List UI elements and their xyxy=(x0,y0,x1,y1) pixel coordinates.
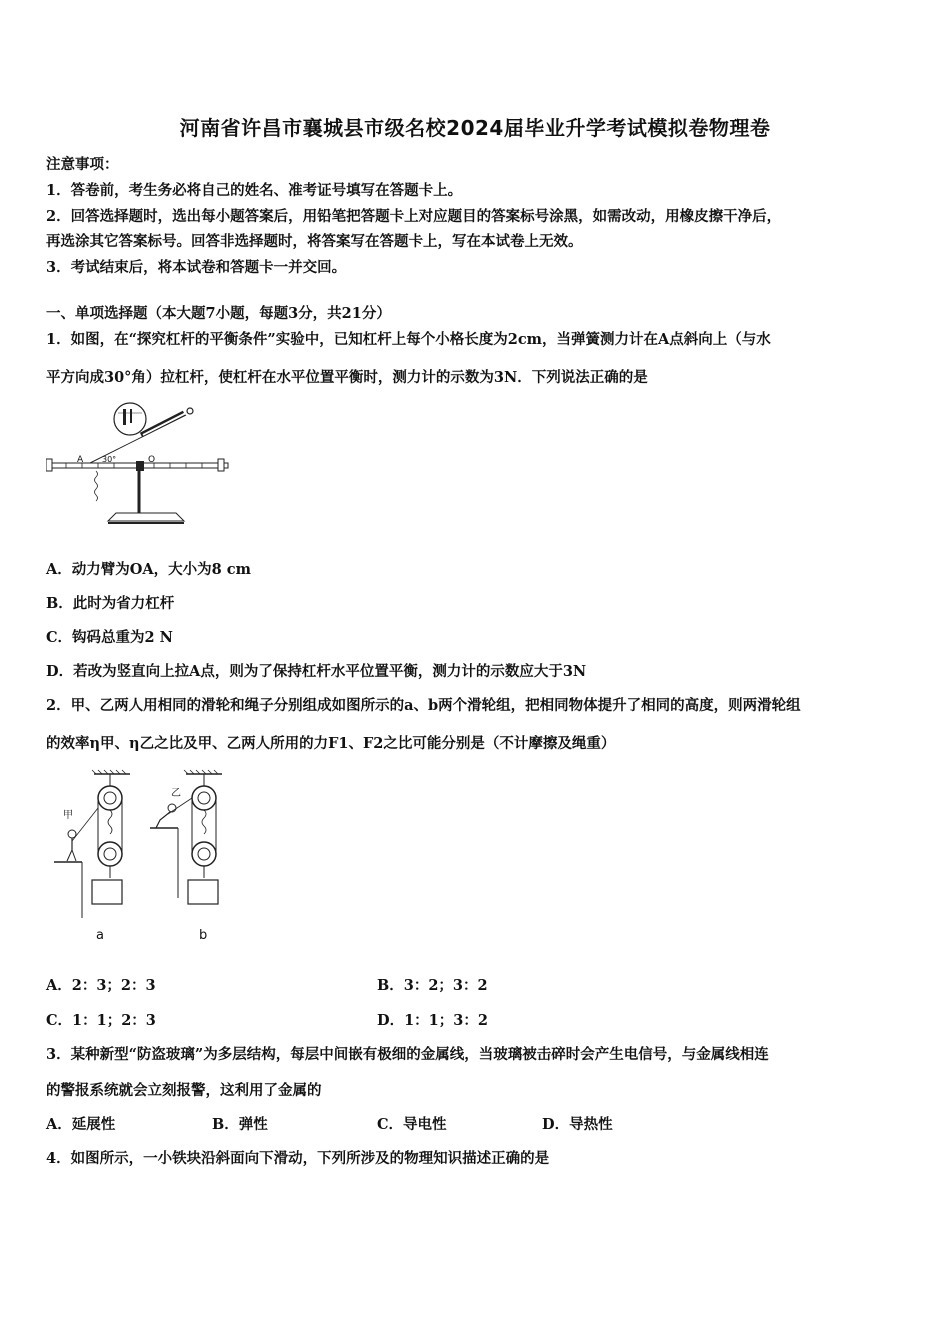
question-1-option-c: C．钩码总重为2 N xyxy=(46,629,173,646)
question-2-option-c: C．1：1；2：3 xyxy=(46,1012,156,1029)
notice-item: 1．答卷前，考生务必将自己的姓名、准考证号填写在答题卡上。 xyxy=(46,182,463,199)
pulley-caption-a: a xyxy=(96,928,104,943)
question-3-option-c: C．导电性 xyxy=(377,1116,447,1133)
question-3-text: 的警报系统就会立刻报警，这利用了金属的 xyxy=(46,1082,322,1099)
question-3-text: 3．某种新型“防盗玻璃”为多层结构，每层中间嵌有极细的金属线，当玻璃被击碎时会产生电信号，与金属线相连 xyxy=(46,1046,769,1063)
pulley-caption-b: b xyxy=(199,928,208,943)
notice-item: 2．回答选择题时，选出每小题答案后，用铅笔把答题卡上对应题目的答案标号涂黑，如需改动，用橡皮擦干净后， xyxy=(46,208,782,225)
question-1-text: 1．如图，在“探究杠杆的平衡条件”实验中，已知杠杆上每个小格长度为2cm，当弹簧测力计在A点斜向上（与水 xyxy=(46,331,771,348)
notice-item: 3．考试结束后，将本试卷和答题卡一并交回。 xyxy=(46,259,347,276)
question-2-text: 2．甲、乙两人用相同的滑轮和绳子分别组成如图所示的a、b两个滑轮组，把相同物体提升了相同的高度，则两滑轮组 xyxy=(46,697,801,714)
question-2-option-b: B．3：2；3：2 xyxy=(377,977,488,994)
question-3-option-b: B．弹性 xyxy=(212,1116,268,1133)
question-3-option-a: A．延展性 xyxy=(46,1116,116,1133)
notice-heading: 注意事项： xyxy=(46,156,119,173)
question-1-option-d: D．若改为竖直向上拉A点，则为了保持杠杆水平位置平衡，测力计的示数应大于3N xyxy=(46,663,587,680)
lever-figure xyxy=(46,395,236,535)
question-4-text: 4．如图所示，一小铁块沿斜面向下滑动，下列所涉及的物理知识描述正确的是 xyxy=(46,1150,550,1167)
section-heading: 一、单项选择题（本大题7小题，每题3分，共21分） xyxy=(46,305,391,322)
pulley-person-b: 乙 xyxy=(171,788,181,799)
question-1-option-a: A．动力臂为OA，大小为8 cm xyxy=(46,561,251,578)
question-2-option-d: D．1：1；3：2 xyxy=(377,1012,488,1029)
question-3-option-d: D．导热性 xyxy=(542,1116,613,1133)
pulley-person-a: 甲 xyxy=(63,810,73,821)
page-title: 河南省许昌市襄城县市级名校2024届毕业升学考试模拟卷物理卷 xyxy=(179,116,771,140)
lever-label-o: O xyxy=(148,455,156,465)
pulley-figure xyxy=(50,768,250,918)
question-1-text: 平方向成30°角）拉杠杆，使杠杆在水平位置平衡时，测力计的示数为3N．下列说法正确的是 xyxy=(46,369,648,386)
lever-label-a: A xyxy=(77,455,84,465)
lever-label-angle: 30° xyxy=(102,455,117,464)
question-1-option-b: B．此时为省力杠杆 xyxy=(46,595,175,612)
question-2-text: 的效率η甲、η乙之比及甲、乙两人所用的力F1、F2之比可能分别是（不计摩擦及绳重） xyxy=(46,735,616,752)
question-2-option-a: A．2：3；2：3 xyxy=(46,977,156,994)
notice-item: 再选涂其它答案标号。回答非选择题时，将答案写在答题卡上，写在本试卷上无效。 xyxy=(46,233,583,250)
